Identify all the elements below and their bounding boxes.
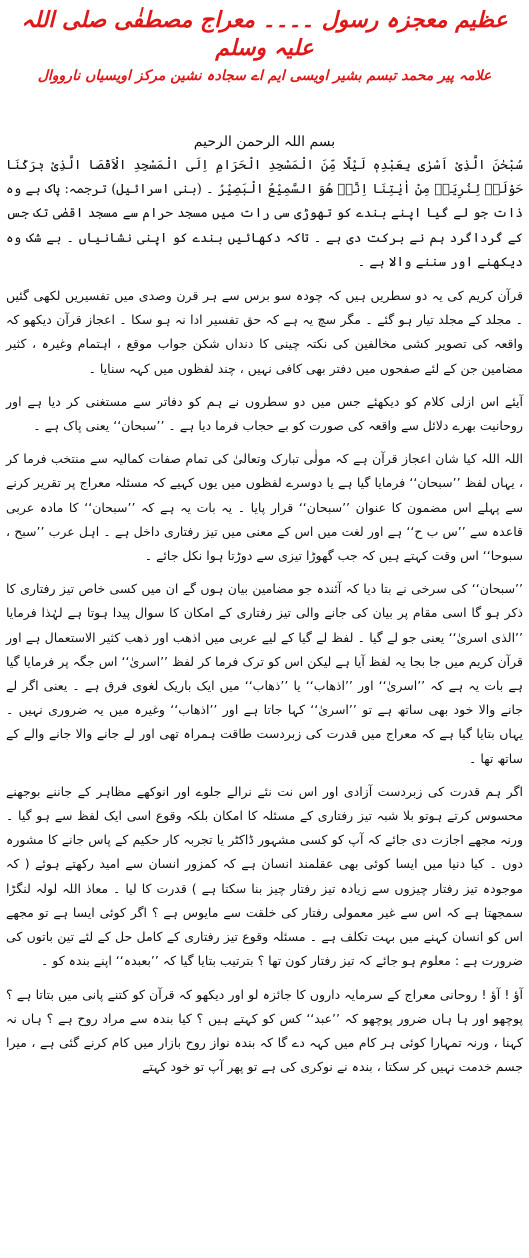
body-paragraph: ’’سبحان‘‘ کی سرخی نے بتا دیا کہ آئندہ جو مضامین بیان ہوں گے ان میں کسی خاص تیز رفتاری کا ذکر ہو گا اسی مقام پر بیان کی جانے والی تیز رفتاری کے امکان کا سوال پیدا ہوتا ہے لہٰذا فرمایا ’’الذی اسریٰ‘‘ یعنی جو لے گیا ۔ لفظ لے گیا کے لیے عربی میں اذھب اور ذھب کثیر الاستعمال ہے اور قرآن کریم میں جا بجا یہ لفظ آیا ہے لیکن اس کو ترک فرما کر لفظ ’’اسریٰ‘‘ اس جگہ پر فرمایا گیا ہے بات یہ ہے کہ ’’اسریٰ‘‘ اور ’’اذھاب‘‘ یا ’’ذھاب‘‘ میں ایک باریک لغوی فرق ہے ۔ یعنی اگر لے جانے والا خود بھی ساتھ ہے تو ’’اسریٰ‘‘ کہا جاتا ہے اور ’’اذھاب‘‘ وغیرہ میں یہ ضروری نہیں ۔ یہاں بتایا گیا ہے کہ معراج میں قدرت کی زبردست طاقت ہمراہ تھی اور لے جانے والا جانے والے کے ساتھ تھا ۔ (6, 581, 523, 766)
body-paragraph: اللہ اللہ کیا شان اعجاز قرآن ہے کہ مولٰی تبارک وتعالیٰ کی تمام صفات کمالیہ سے منتخب فرما کر ، یہاں لفظ ’’سبحان‘‘ فرمایا گیا ہے یا دوسرے لفظوں میں یوں کہیے کہ مسئلہ معراج پر تقریر کرنے سے پہلے اس مضمون کا عنوان ’’سبحان‘‘ قرار پایا ۔ یہ بات یہ ہے کہ ’’سبحان‘‘ کا مادہ عربی قاعدہ سے ’’س ب ح‘‘ ہے اور لغت میں اس کے معنی میں تیز رفتاری داخل ہے ۔ اہل عرب ’’سبح ، سبوحا‘‘ اس وقت کہتے ہیں کہ جب گھوڑا تیزی سے دوڑتا ہوا نکل جائے ۔ (6, 451, 523, 564)
bismillah-heading: بسم اللہ الرحمن الرحیم (193, 134, 336, 150)
body-paragraph: آیئے اس ازلی کلام کو دیکھئے جس میں دو سطروں نے ہم کو دفاتر سے مستغنی کر دیا ہے اور روحانیت بھرے دلائل سے واقعہ کی صورت کو بے حجاب فرما دیا ہے ۔ ’’سبحان‘‘ یعنی پاک ہے ۔ (6, 393, 523, 434)
body-paragraph: آؤ ! آؤ ! روحانی معراج کے سرمایہ داروں کا جائزہ لو اور دیکھو کہ قرآن کو کتنے پانی میں بتاتا ہے ؟ پوچھو اور ہا ہاں ضرور پوچھو کہ ’’عبد‘‘ کس کو کہتے ہیں ؟ کیا بندہ سے مراد روح ہے ؟ ہاں نہ کہنا ، ورنہ تمہارا کوئی ہر کام میں کہہ دے گا کہ بندہ نواز روح بازار میں کام کرنے گئی ہے ، میرا جسم خدمت نہیں کر سکتا ، بندہ نے نوکری کی ہے تو پھر آپ تو خود کہتے (6, 986, 523, 1075)
article-title: عظیم معجزہ رسول ۔۔۔۔ معراج مصطفٰی صلی اللہ علیہ وسلم (21, 7, 508, 61)
body-paragraph: قرآن کریم کی یہ دو سطریں ہیں کہ چودہ سو برس سے ہر قرن وصدی میں تفسیریں لکھی گئیں ۔ مجلد کے مجلد تیار ہو گئے ۔ مگر سچ یہ ہے کہ حق تفسیر ادا نہ ہو سکا ۔ اعجاز قرآن دیکھو کہ واقعہ کی تصویر کشی مخالفین کی نکتہ چینی کا دنداں شکن جواب موقع ، اہتمام وغیرہ ، کثیر مضامین جن کے لئے صفحوں میں دفتر بھی کافی نہیں ، چند لفظوں میں کہہ سنایا ۔ (6, 288, 523, 376)
author-byline: علامہ پیر محمد تبسم بشیر اویسی ایم اے سجادہ نشین مرکز اویسیاں نارووال (37, 68, 492, 84)
body-paragraph: اگر ہم قدرت کی زبردست آزادی اور اس نت نئے نرالے جلوے اور انوکھے مظاہر کے جاننے بوجھنے محسوس کرتے ہوتو بلا شبہ تیز رفتاری کے مسئلہ کا امکان بلکہ وقوع اسی ایک لفظ سے ہو گیا ۔ ورنہ مجھے اجازت دی جائے کہ آپ کو کسی مشہور ڈاکٹر یا تجربہ کار حکیم کے پاس جانے کا مشورہ دوں ۔ کیا دنیا میں ایسا کوئی بھی عقلمند انسان ہے کہ کمزور انسان سے امید رکھتے ہوئے ( کہ موجودہ تیز رفتار چیزوں سے زیادہ تیز رفتار چیز بنا سکتا ہے ) قدرت کا لیا ۔ معاذ اللہ لولہ لنگڑا سمجھتا ہے کہ اس سے غیر معمولی رفتار کی خلقت سے مایوس ہے ؟ اگر کوئی ایسا ہے تو مجھے اس کو انسان کہنے میں بہت تکلف ہے ۔ مسئلہ وقوع تیز رفتاری کے کامل حل کے لئے تین باتوں کی ضرورت ہے : معلوم ہو جائے کہ تیز رفتار کون تھا ؟ بترتیب بتایا گیا کہ ’’بعبدہ‘‘ اپنے بندہ کو ۔ (6, 783, 523, 969)
article-body (6, 154, 523, 1088)
quran-verse-paragraph: سُبْحٰنَ الَّذِیْ اَسْرٰی بِعَبْدِہٖ لَیْلًا مِّنَ الْمَسْجِدِ الْحَرَامِ اِلَی الْمَسْجِدِ الْاَقْصَا الَّذِیْ بٰرَکْنَا حَوْلَہٗ لِنُرِیَہٗ مِنْ اٰیٰتِنَا اِنَّہٗ ھُوَ السَّمِیْعُ الْبَصِیْرُ ۔ (بنی اسرائیل) ترجمہ: پاک ہے وہ ذات جو لے گیا اپنے بندے کو تھوڑی سی رات میں مسجد حرام سے مسجد اقصٰی تک جس کے گرداگرد ہم نے برکت دی ہے ۔ تاکہ دکھائیں بندے کو اپنی نشانیاں ۔ بے شک وہ دیکھنے اور سننے والا ہے ۔ (6, 158, 523, 270)
